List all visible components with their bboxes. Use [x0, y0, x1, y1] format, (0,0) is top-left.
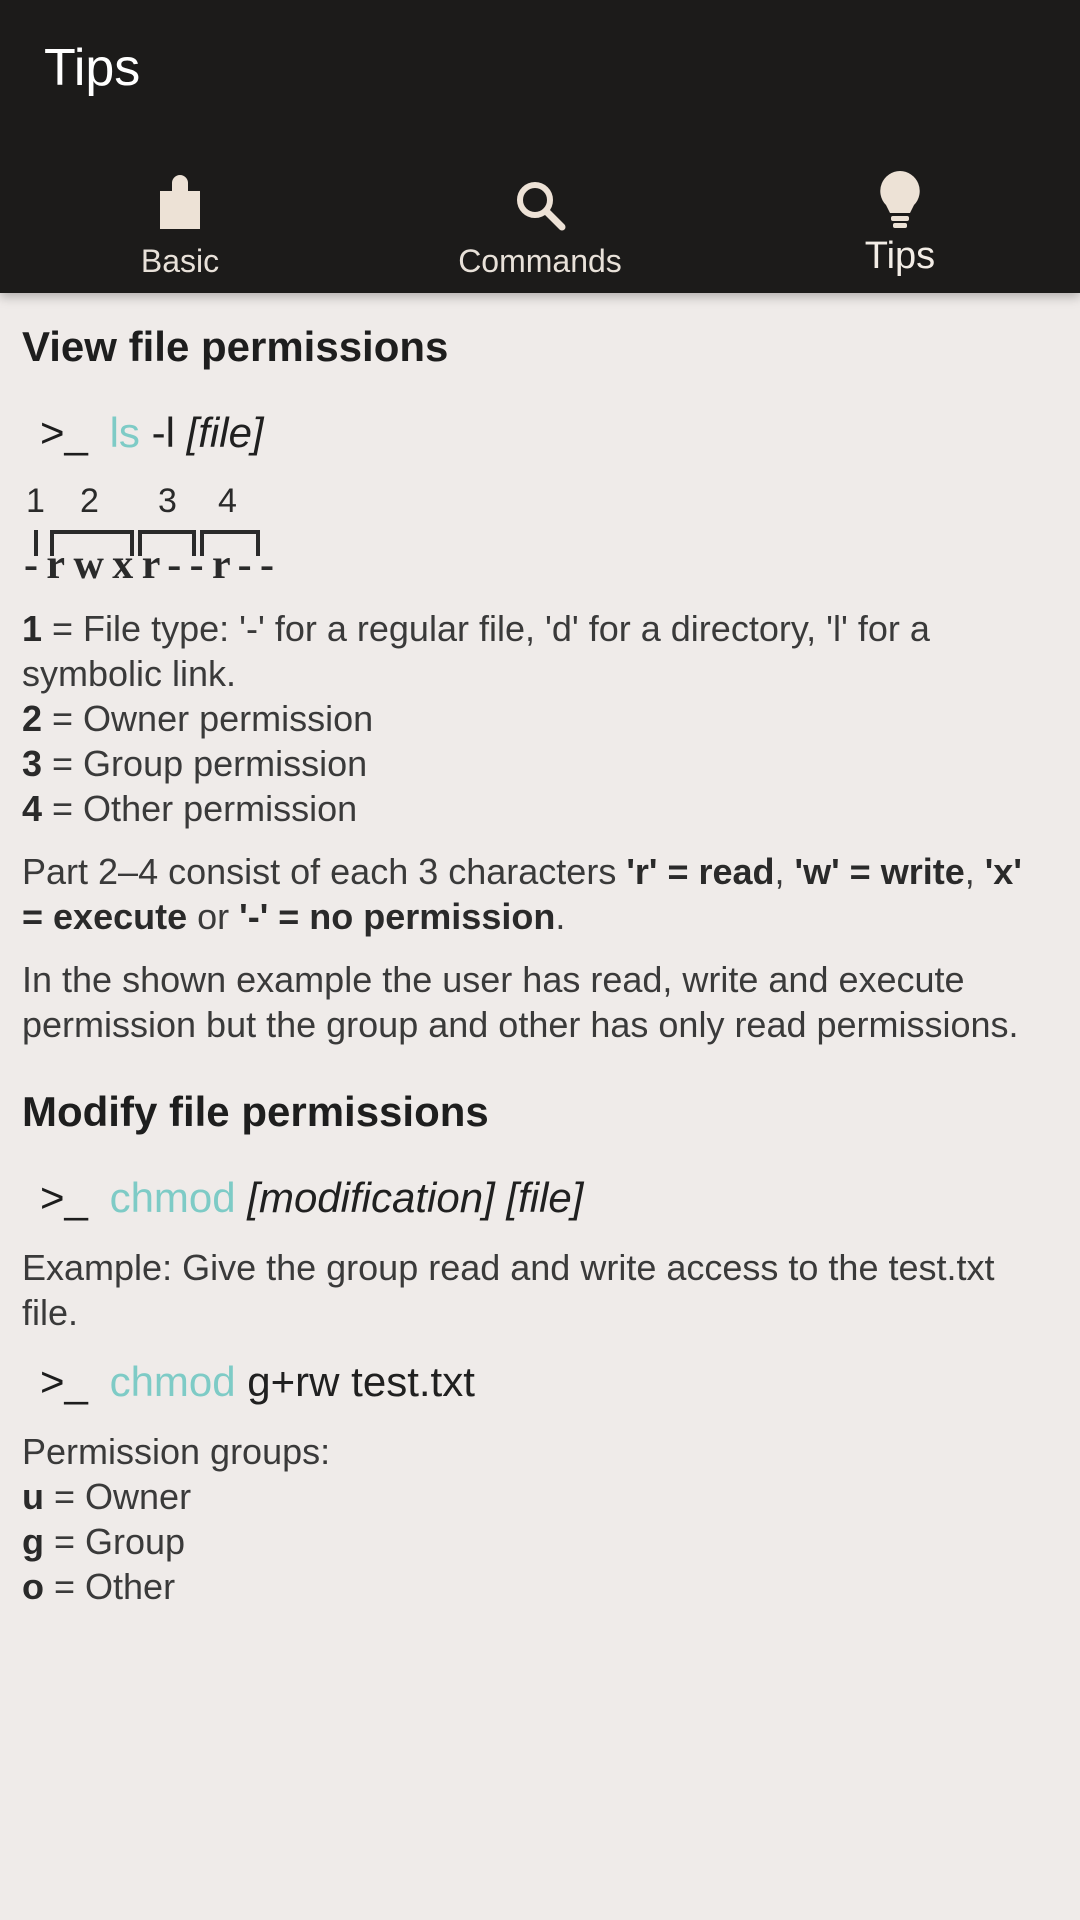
permission-groups [22, 1429, 1052, 1609]
group-other: o = Other [22, 1566, 176, 1607]
tab-bar [0, 145, 1080, 293]
legend-item-4: 4 = Other permission [22, 788, 358, 829]
file-type-legend [22, 606, 1052, 831]
example-description: In the shown example the user has read, write and execute permission but the group and other has only read permissions. [22, 959, 1019, 1045]
chmod-example-text: Example: Give the group read and write access to the test.txt file. [22, 1247, 995, 1333]
command-option: -l [151, 409, 175, 456]
group-group: g = Group [22, 1521, 186, 1562]
view-permissions-heading: View file permissions [22, 323, 449, 370]
command-argument: [file] [186, 409, 264, 456]
tips-content [22, 300, 1052, 1627]
tab-tips-label: Tips [864, 235, 936, 277]
command-keyword: chmod [109, 1174, 236, 1221]
chmod-example-command [40, 1357, 1052, 1407]
ls-command [40, 408, 1052, 458]
tab-commands-label: Commands [458, 243, 622, 279]
chmod-command [40, 1173, 1052, 1223]
prompt-symbol: >_ [40, 409, 88, 456]
page-title: Tips [44, 39, 141, 97]
app-bar [0, 0, 1080, 293]
legend-item-1: 1 = File type: '-' for a regular file, 'd' for a directory, 'l' for a symbolic link. [22, 608, 930, 694]
diagram-number-2: 2 [80, 482, 99, 520]
tab-tips[interactable] [720, 145, 1080, 293]
command-arguments: g+rw test.txt [247, 1358, 475, 1405]
legend-item-3: 3 = Group permission [22, 743, 368, 784]
tab-basic-label: Basic [140, 243, 220, 279]
parts-description: Part 2–4 consist of each 3 characters 'r' = read, 'w' = write, 'x' = execute or '-' = no permission. [22, 851, 1022, 937]
group-owner: u = Owner [22, 1476, 192, 1517]
puzzle-icon [156, 161, 204, 231]
permission-groups-title: Permission groups: [22, 1431, 331, 1472]
diagram-number-4: 4 [218, 482, 237, 520]
command-keyword: chmod [109, 1358, 236, 1405]
modify-permissions-heading: Modify file permissions [22, 1088, 489, 1135]
diagram-number-1: 1 [26, 482, 45, 520]
diagram-number-3: 3 [158, 482, 177, 520]
command-keyword: ls [109, 409, 140, 456]
prompt-symbol: >_ [40, 1174, 88, 1221]
permission-diagram [22, 476, 1052, 586]
search-icon [514, 161, 566, 231]
tab-basic[interactable] [0, 145, 360, 293]
diagram-permission-string: -rwxr--r-- [24, 542, 274, 586]
tab-commands[interactable] [360, 145, 720, 293]
lightbulb-icon [878, 161, 922, 231]
legend-item-2: 2 = Owner permission [22, 698, 374, 739]
prompt-symbol: >_ [40, 1358, 88, 1405]
command-arguments: [modification] [file] [247, 1174, 584, 1221]
